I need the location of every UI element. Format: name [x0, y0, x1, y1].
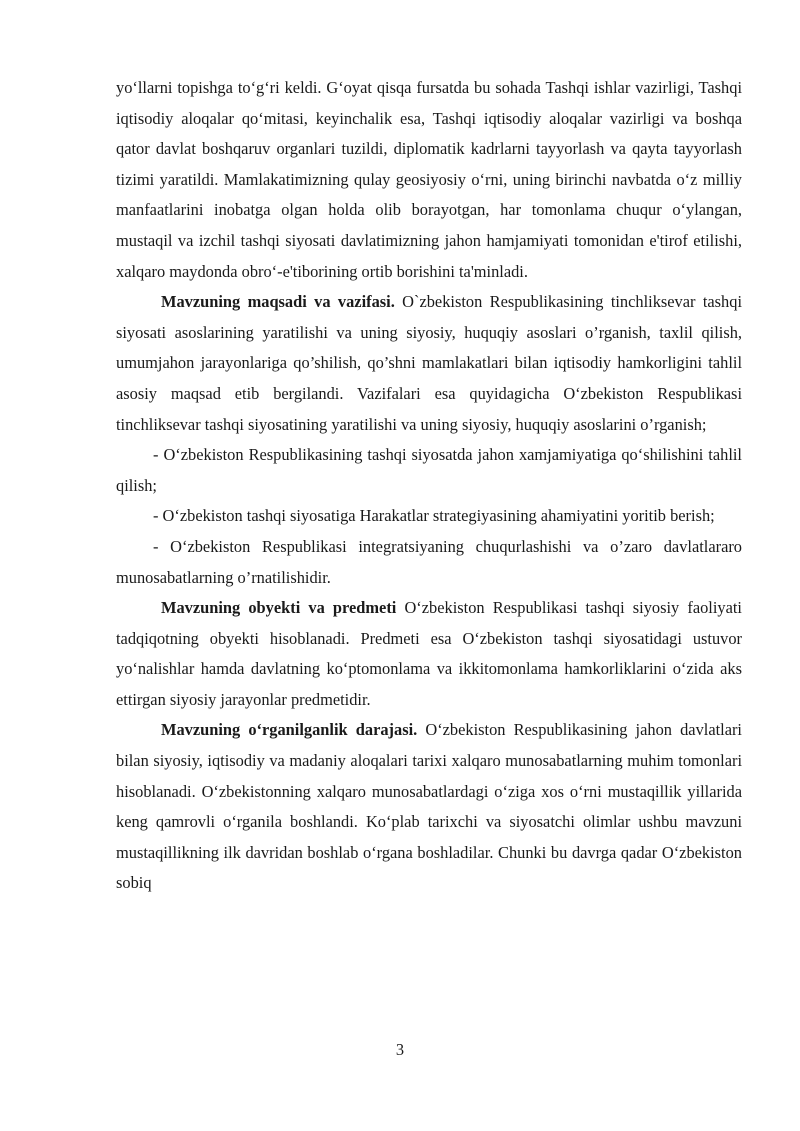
- paragraph-object-and-subject: [116, 593, 742, 715]
- paragraph-continuation: [116, 73, 742, 287]
- list-item: [116, 501, 742, 532]
- page-number: 3: [395, 1040, 405, 1059]
- paragraph-text: O‘zbekiston Respublikasi tashqi siyosiy faoliyati tadqiqotning obyekti hisoblanadi. Predmeti esa O‘zbekiston tashqi siyosatidagi ustuvor yo‘nalishlar hamda davlatning ko‘ptomonlama va ikkitomonlama hamkorliklarini o‘zida aks ettirgan siyosiy jarayonlar predmetidir.: [116, 598, 742, 709]
- list-item: [116, 532, 742, 593]
- list-item-text: - O‘zbekiston Respublikasi integratsiyaning chuqurlashishi va o’zaro davlatlararo munosabatlarning o’rnatilishidir.: [116, 536, 742, 587]
- list-item-text: - O‘zbekiston tashqi siyosatiga Harakatlar strategiyasining ahamiyatini yoritib berish;: [153, 506, 715, 526]
- paragraph-goal-and-tasks: [116, 287, 742, 440]
- document-body: [116, 73, 742, 899]
- paragraph-text: O‘zbekiston Respublikasining jahon davlatlari bilan siyosiy, iqtisodiy va madaniy aloqalari tarixi xalqaro munosabatlarning muhim tomonlari hisoblanadi. O‘zbekistonning xalqaro munosabatlardagi o‘ziga xos o‘rni mustaqillik yillarida keng qamrovli o‘rganila boshlandi. Ko‘plab tarixchi va siyosatchi olimlar ushbu mavzuni mustaqillikning ilk davridan boshlab o‘rgana boshladilar. Chunki bu davrga qadar O‘zbekiston sobiq: [116, 720, 742, 893]
- paragraph-text: yo‘llarni topishga to‘g‘ri keldi. G‘oyat qisqa fursatda bu sohada Tashqi ishlar vazirligi, Tashqi iqtisodiy aloqalar qo‘mitasi, keyinchalik esa, Tashqi iqtisodiy aloqalar vazirligi va boshqa qator davlat boshqaruv organlari tuzildi, diplomatik kadrlarni tayyorlash va qayta tayyorlash tizimi yaratildi. Mamlakatimizning qulay geosiyosiy o‘rni, uning birinchi navbatda o‘z milliy manfaatlarini inobatga olgan holda olib borayotgan, har tomonlama chuqur o‘ylangan, mustaqil va izchil tashqi siyosati davlatimizning jahon hamjamiyati tomonidan e'tirof etilishi, xalqaro maydonda obro‘-e'tiborining ortib borishini ta'minladi.: [116, 78, 742, 281]
- paragraph-text: O`zbekiston Respublikasining tinchliksevar tashqi siyosati asoslarining yaratilishi va uning siyosiy, huquqiy asoslari o’rganish, taxlil qilish, umumjahon jarayonlariga qo’shilish, qo’shni mamlakatlari bilan iqtisodiy hamkorligini tahlil asosiy maqsad etib bergilandi. Vazifalari esa quyidagicha O‘zbekiston Respublikasi tinchliksevar tashqi siyosatining yaratilishi va uning siyosiy, huquqiy asoslarini o’rganish;: [116, 292, 742, 434]
- paragraph-study-level: [116, 715, 742, 899]
- section-heading-object: Mavzuning obyekti va predmeti: [161, 598, 397, 618]
- section-heading-study-level: Mavzuning o‘rganilganlik darajasi.: [161, 720, 418, 740]
- section-heading-goal: Mavzuning maqsadi va vazifasi.: [161, 292, 395, 312]
- list-item-text: - O‘zbekiston Respublikasining tashqi siyosatda jahon xamjamiyatiga qo‘shilishini tahlil qilish;: [116, 445, 742, 495]
- list-item: [116, 440, 742, 501]
